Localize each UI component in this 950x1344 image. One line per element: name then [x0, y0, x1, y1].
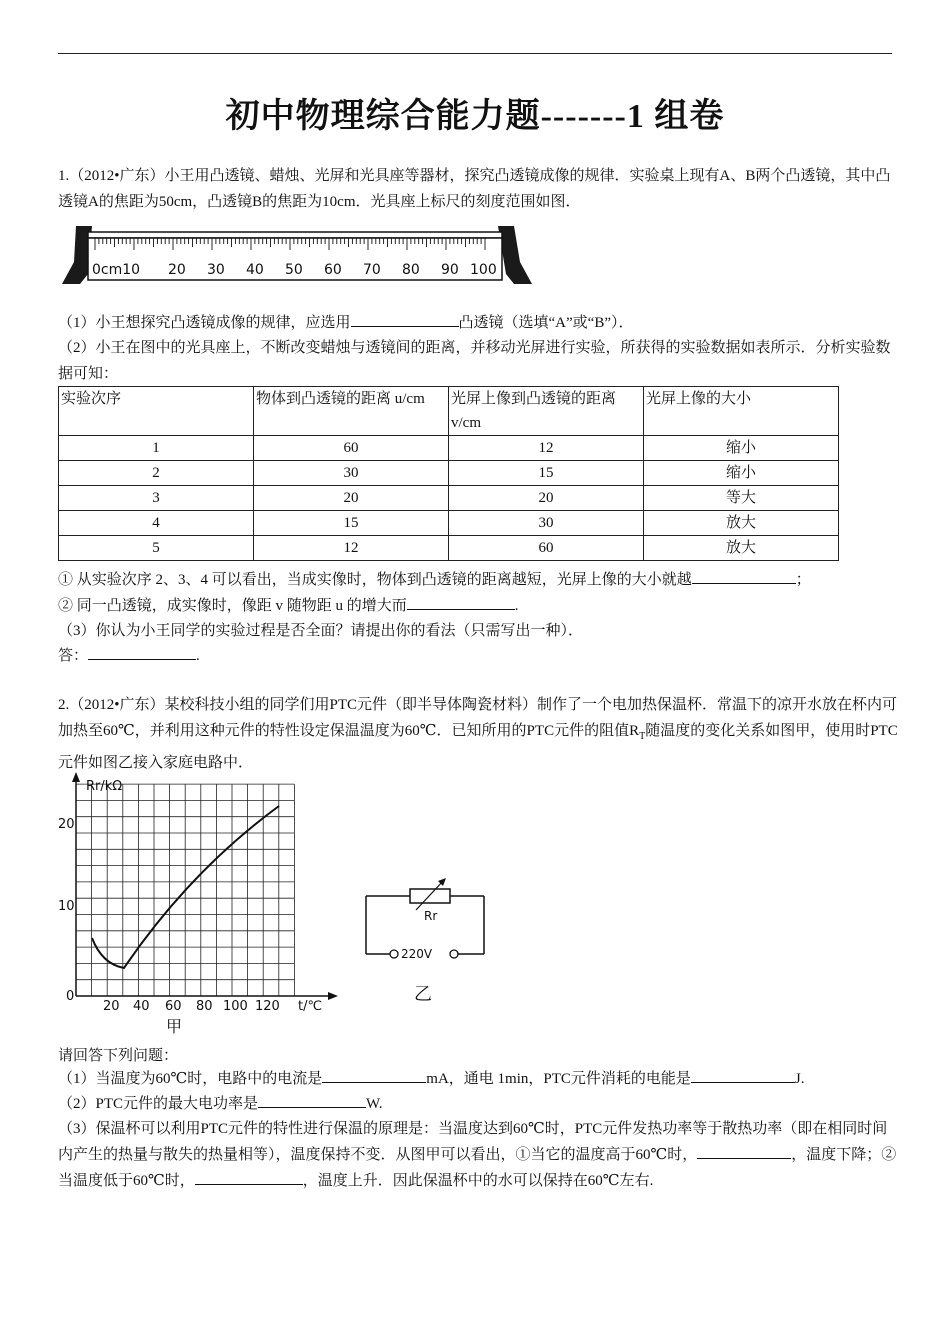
q2-p3-b: ，温度下降；②当温度低于60℃时，: [58, 1147, 897, 1189]
table-cell: 放大: [644, 536, 839, 561]
table-header-cell: 光屏上像到凸透镜的距离 v/cm: [449, 387, 644, 436]
q1-obs1-suffix: ；: [795, 572, 811, 588]
graph-y-tick-0: 0: [66, 989, 75, 1004]
q1-obs2-suffix: .: [514, 598, 519, 614]
table-cell: 30: [449, 511, 644, 536]
table-header-cell: 物体到凸透镜的距离 u/cm: [254, 387, 449, 436]
q2-p1-a: （1）当温度为60℃时，电路中的电流是: [58, 1071, 323, 1087]
q1-obs2-prefix: ② 同一凸透镜，成实像时，像距 v 随物距 u 的增大而: [58, 598, 407, 614]
table-row: [59, 511, 839, 536]
q2-intro-sub: T: [639, 731, 646, 742]
graph-x-label: t/℃: [298, 999, 323, 1014]
ruler-label-70: 70: [363, 262, 381, 278]
q1-observation-1: [58, 569, 811, 591]
graph-resistance-vs-temperature: [58, 768, 358, 1038]
q1-part1: [58, 312, 634, 334]
q2-current-blank[interactable]: [322, 1068, 426, 1083]
table-row: [59, 536, 839, 561]
graph-x-tick-80: 80: [196, 999, 213, 1014]
ptc-resistor-symbol: [410, 889, 450, 903]
q2-p3-a: （3）保温杯可以利用PTC元件的特性进行保温的原理是：当温度达到60℃时，PTC元件发热功率等于散热功率（即在相同时间内产生的热量与散失的热量相等），温度保持不变．从图甲可以看出，①当它的温度高于60℃时，: [58, 1121, 888, 1163]
page-title: 初中物理综合能力题-------1 组卷: [225, 98, 725, 135]
table-cell: 60: [449, 536, 644, 561]
graph-x-tick-120: 120: [255, 999, 280, 1014]
q1-data-table: [58, 386, 839, 561]
q2-prompt: 请回答下列问题：: [58, 1048, 179, 1064]
q1-part1-prefix: （1）小王想探究凸透镜成像的规律，应选用: [58, 315, 351, 331]
q1-part1-suffix: 凸透镜（选填“A”或“B”）．: [458, 315, 634, 331]
table-cell: 12: [449, 436, 644, 461]
ruler-label-90: 90: [441, 262, 459, 278]
q2-p1-b: mA，通电 1min，PTC元件消耗的电能是: [426, 1071, 691, 1087]
ruler-label-30: 30: [207, 262, 225, 278]
q1-obs1-prefix: ① 从实验次序 2、3、4 可以看出，当成实像时，物体到凸透镜的距离越短，光屏上像的大小就越: [58, 572, 692, 588]
q1-observation-2: [58, 595, 519, 617]
ruler-label-40: 40: [246, 262, 264, 278]
graph-y-tick-20: 20: [58, 817, 75, 832]
table-cell: 60: [254, 436, 449, 461]
terminal-right-icon: [450, 950, 458, 958]
circuit-diagram: [358, 870, 498, 1010]
q2-p3-c: ，温度上升．因此保温杯中的水可以保持在60℃左右.: [302, 1173, 654, 1189]
q2-high-temp-blank[interactable]: [697, 1144, 791, 1159]
table-cell: 4: [59, 511, 254, 536]
ruler-label-0: 0cm10: [92, 262, 141, 278]
graph-x-tick-20: 20: [103, 999, 120, 1014]
q2-part1: [58, 1068, 805, 1090]
circuit-source-label: 220V: [401, 947, 433, 961]
q2-part3: [58, 1116, 898, 1194]
q2-intro: [58, 692, 898, 776]
q2-power-blank[interactable]: [258, 1093, 366, 1108]
table-cell: 5: [59, 536, 254, 561]
ruler-label-100: 100: [470, 262, 497, 278]
table-cell: 缩小: [644, 436, 839, 461]
table-row: [59, 436, 839, 461]
table-header-cell: 实验次序: [59, 387, 254, 436]
graph-x-tick-100: 100: [223, 999, 248, 1014]
table-cell: 放大: [644, 511, 839, 536]
q1-part1-blank[interactable]: [351, 312, 459, 327]
q1-answer-prefix: 答：: [58, 648, 89, 664]
ruler-label-80: 80: [402, 262, 420, 278]
q1-obs1-blank[interactable]: [692, 569, 796, 584]
table-cell: 20: [254, 486, 449, 511]
q1-part2: （2）小王在图中的光具座上，不断改变蜡烛与透镜间的距离，并移动光屏进行实验，所获得的实验数据如表所示．分析实验数据可知：: [58, 340, 891, 382]
q2-p2-a: （2）PTC元件的最大电功率是: [58, 1096, 259, 1112]
q2-energy-blank[interactable]: [691, 1068, 795, 1083]
ruler-right-stand: [498, 226, 532, 284]
table-row: [59, 461, 839, 486]
ruler-label-50: 50: [285, 262, 303, 278]
q2-intro-a: 2.（2012•广东）某校科技小组的同学们用PTC元件（即半导体陶瓷材料）制作了一个电加热保温杯．常温下的凉开水放在杯内可加热至60℃，并利用这种元件的特性设定保温温度为60℃．已知所用的PTC元件的阻值R: [58, 697, 898, 739]
terminal-left-icon: [390, 950, 398, 958]
ruler-label-20: 20: [168, 262, 186, 278]
graph-x-arrow: [328, 992, 338, 1000]
ruler-label-60: 60: [324, 262, 342, 278]
q1-part3: （3）你认为小王同学的实验过程是否全面？请提出你的看法（只需写出一种）．: [58, 623, 584, 639]
table-cell: 15: [449, 461, 644, 486]
table-cell: 缩小: [644, 461, 839, 486]
graph-caption: 甲: [166, 1017, 183, 1036]
table-cell: 20: [449, 486, 644, 511]
q1-obs2-blank[interactable]: [407, 595, 515, 610]
graph-y-arrow: [72, 772, 80, 782]
optical-bench-ruler: [58, 222, 538, 288]
graph-y-label: Rr/kΩ: [86, 779, 123, 794]
table-header-cell: 光屏上像的大小: [644, 387, 839, 436]
q2-intro-b: 随温度的变化关系如图甲，使用时PTC元件如图乙接入家庭电路中．: [58, 723, 898, 771]
table-cell: 30: [254, 461, 449, 486]
table-header-row: [59, 387, 839, 436]
q1-answer-blank[interactable]: [88, 645, 196, 660]
table-cell: 3: [59, 486, 254, 511]
table-cell: 2: [59, 461, 254, 486]
graph-y-tick-10: 10: [58, 899, 75, 914]
graph-x-tick-40: 40: [133, 999, 150, 1014]
q2-part2: [58, 1093, 383, 1115]
circuit-caption: 乙: [414, 984, 432, 1005]
table-cell: 15: [254, 511, 449, 536]
header-rule: [58, 53, 892, 54]
q1-answer: [58, 645, 200, 667]
q2-low-temp-blank[interactable]: [195, 1170, 303, 1185]
graph-x-tick-60: 60: [165, 999, 182, 1014]
table-cell: 等大: [644, 486, 839, 511]
q2-p2-b: W.: [366, 1096, 383, 1112]
q1-answer-suffix: .: [196, 648, 200, 664]
table-cell: 1: [59, 436, 254, 461]
table-row: [59, 486, 839, 511]
ruler-top-rail: [88, 232, 502, 238]
q2-p1-c: J.: [794, 1071, 805, 1087]
table-cell: 12: [254, 536, 449, 561]
q1-intro: 1.（2012•广东）小王用凸透镜、蜡烛、光屏和光具座等器材，探究凸透镜成像的规律．实验桌上现有A、B两个凸透镜，其中凸透镜A的焦距为50cm，凸透镜B的焦距为10cm．光具座上标尺的刻度范围如图．: [58, 168, 891, 210]
circuit-resistor-label: Rr: [424, 909, 438, 923]
